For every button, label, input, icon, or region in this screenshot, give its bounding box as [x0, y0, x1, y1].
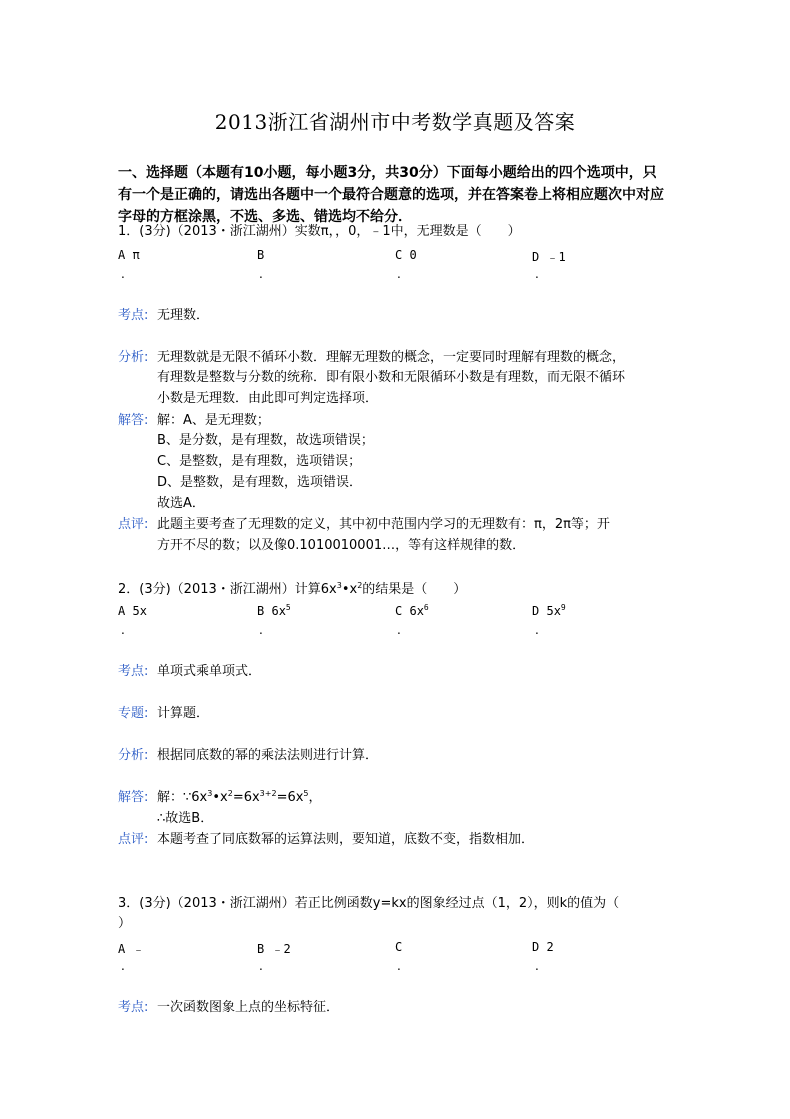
q2-dianping-label: 点评:	[118, 832, 149, 847]
q2-option-dot: .	[121, 623, 125, 637]
q1-jieda-line-3: C、是整数，是有理数，选项错误；	[157, 454, 362, 469]
q1-option-dot: .	[121, 267, 125, 281]
q2-option-dot: .	[397, 623, 401, 637]
q2-jieda-line-1: 解：$\because 6x^3•x^2=6x^{3+2}=6x^5$，	[157, 789, 322, 805]
q2-kaodian-text: 单项式乘单项式．	[157, 664, 262, 679]
q2-jieda-line-2: ∴故选B．	[157, 811, 214, 826]
q3-stem-line-1: 3．(3分)（2013・浙江湖州）若正比例函数y=kx的图象经过点（1，2），则k的值为（	[118, 896, 620, 911]
q1-jieda-line-1: 解：A、是无理数；	[157, 413, 270, 428]
q1-jieda-label: 解答:	[118, 413, 149, 428]
q3-option-dot: .	[397, 959, 401, 973]
q1-option-dot: .	[397, 267, 401, 281]
q2-option-b: B $6x^5$	[257, 603, 291, 618]
page-title: 2013浙江省湖州市中考数学真题及答案	[214, 110, 576, 134]
q2-zhuanti-text: 计算题．	[157, 706, 210, 721]
q2-fenxi-text: 根据同底数的幂的乘法法则进行计算．	[157, 748, 379, 763]
q1-option-b: B	[257, 248, 265, 262]
q1-option-dot: .	[259, 267, 263, 281]
section-heading-line-3: 字母的方框涂黑，不选、多选、错选均不给分．	[118, 209, 412, 225]
q1-option-dot: .	[535, 267, 539, 281]
q2-dianping-text: 本题考查了同底数幂的运算法则，要知道，底数不变，指数相加．	[157, 832, 535, 847]
q2-zhuanti-label: 专题:	[118, 706, 149, 721]
q1-fenxi-line-2: 有理数是整数与分数的统称．即有限小数和无限循环小数是有理数，而无限不循环	[157, 370, 626, 385]
q1-option-c: C 0	[395, 248, 417, 262]
q1-kaodian-text: 无理数．	[157, 308, 210, 323]
q1-fenxi-label: 分析:	[118, 350, 149, 365]
q1-dianping-label: 点评:	[118, 517, 149, 532]
q1-jieda-line-5: 故选A．	[157, 496, 205, 511]
q2-fenxi-label: 分析:	[118, 748, 149, 763]
section-heading-line-1: 一、选择题（本题有10小题，每小题3分，共30分）下面每小题给出的四个选项中，只	[118, 165, 657, 181]
q3-kaodian-label: 考点:	[118, 1000, 149, 1015]
q3-kaodian-text: 一次函数图象上点的坐标特征．	[157, 1000, 340, 1015]
q1-jieda-line-4: D、是整数，是有理数，选项错误．	[157, 475, 363, 490]
q2-stem: 2．(3分)（2013・浙江湖州）计算$6x^3•x^2$的结果是（ ）	[118, 581, 467, 597]
q3-stem-line-2: ）	[118, 916, 132, 931]
q1-stem: 1．(3分)（2013・浙江湖州）实数π，，0，﹣1中，无理数是（ ）	[118, 224, 521, 239]
q2-option-d: D $5x^9$	[532, 603, 566, 618]
q3-option-dot: .	[259, 959, 263, 973]
q1-option-d: D ﹣1	[532, 250, 566, 264]
q1-dianping-line-2: 方开不尽的数；以及像0.1010010001…，等有这样规律的数．	[157, 538, 526, 553]
q1-dianping-line-1: 此题主要考查了无理数的定义，其中初中范围内学习的无理数有：π，2π等；开	[157, 517, 610, 532]
q2-option-c: C $6x^6$	[395, 603, 429, 618]
q2-jieda-label: 解答:	[118, 790, 149, 805]
q3-option-dot: .	[121, 959, 125, 973]
q1-fenxi-line-3: 小数是无理数．由此即可判定选择项．	[157, 391, 379, 406]
section-heading-line-2: 有一个是正确的，请选出各题中一个最符合题意的选项，并在答案卷上将相应题次中对应	[118, 187, 664, 203]
q2-option-a: A 5x	[118, 604, 147, 618]
q1-option-a: A π	[118, 248, 140, 262]
q3-option-dot: .	[535, 959, 539, 973]
q3-option-a: A ﹣	[118, 942, 145, 956]
q1-kaodian-label: 考点:	[118, 308, 149, 323]
q3-option-b: B ﹣2	[257, 942, 291, 956]
q1-fenxi-line-1: 无理数就是无限不循环小数．理解无理数的概念，一定要同时理解有理数的概念，	[157, 350, 626, 365]
q2-option-dot: .	[259, 623, 263, 637]
q2-kaodian-label: 考点:	[118, 664, 149, 679]
q1-jieda-line-2: B、是分数，是有理数，故选项错误；	[157, 433, 374, 448]
q3-option-c: C	[395, 940, 403, 954]
q2-option-dot: .	[535, 623, 539, 637]
q3-option-d: D 2	[532, 940, 554, 954]
